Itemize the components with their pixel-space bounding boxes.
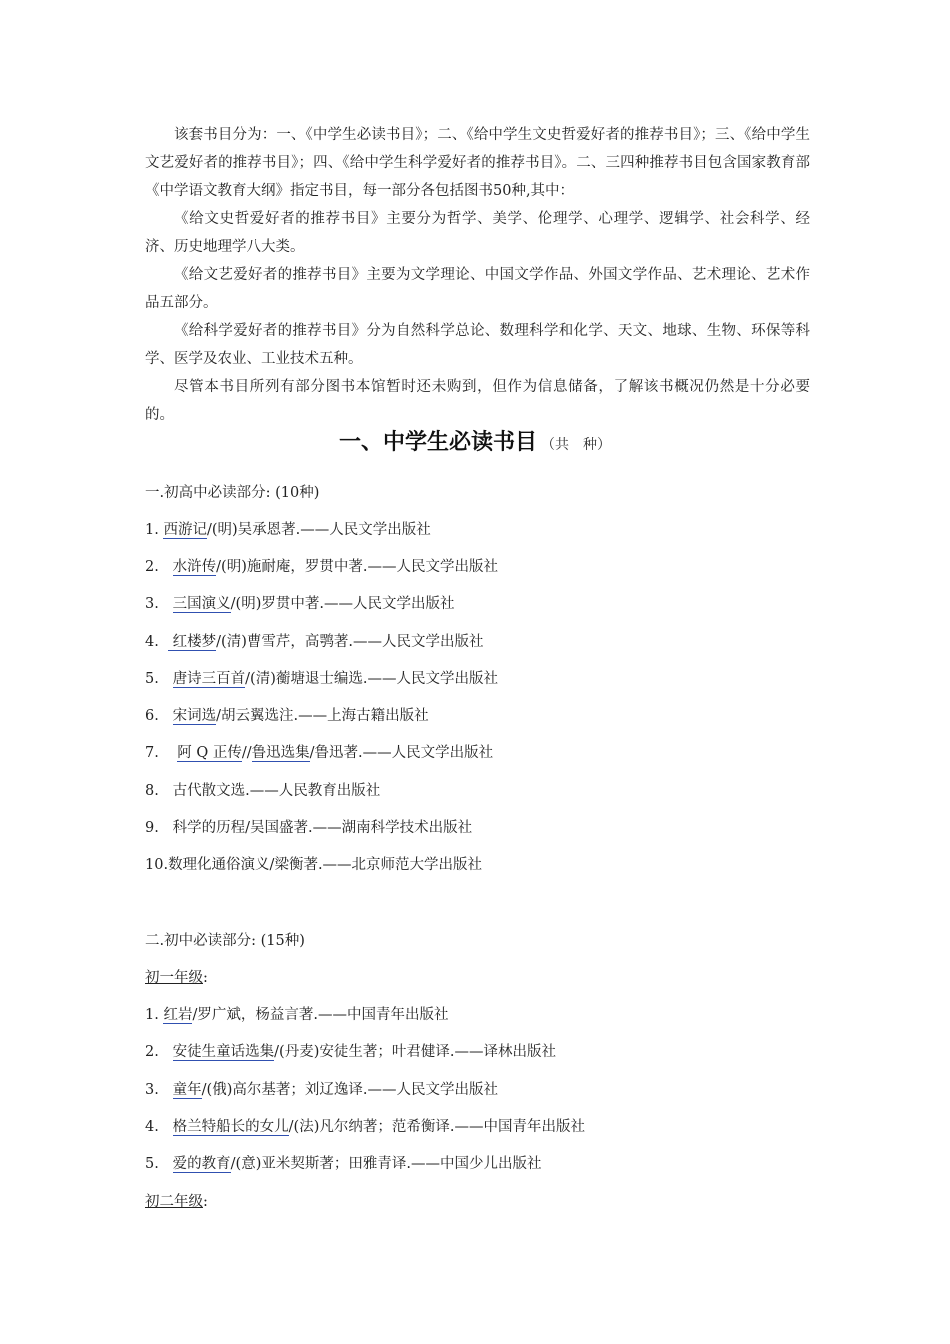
item-number: 4. [145, 1119, 173, 1135]
item-number: 10. [145, 857, 169, 873]
book-link-andersen[interactable]: 安徒生童话选集 [172, 1044, 275, 1060]
item-number: 1. [145, 522, 164, 538]
list-item [145, 818, 825, 838]
grade-colon: : [203, 1194, 208, 1210]
list-item [145, 594, 825, 614]
section-count: （共 种） [541, 437, 611, 453]
book-link-tangshi[interactable]: 唐诗三百首 [172, 671, 246, 687]
section-title [0, 425, 950, 456]
list-item [145, 520, 825, 540]
intro-paragraph-3: 《给文艺爱好者的推荐书目》主要为文学理论、中国文学作品、外国文学作品、艺术理论、艺术作品五部分。 [145, 267, 810, 311]
item-number: 9. [145, 820, 173, 836]
item-number: 1. [145, 1007, 164, 1023]
item-number: 5. [145, 1156, 173, 1172]
part1-heading: 一.初高中必读部分: (10种) [145, 485, 320, 501]
list-item [145, 557, 825, 577]
item-details: /(清)蘅塘退士编选.——人民文学出版社 [245, 671, 498, 687]
item-details: /(清)曹雪芹，高鹗著.——人民文学出版社 [216, 634, 484, 650]
item-number: 3. [145, 596, 173, 612]
book-link-hongyan[interactable]: 红岩 [163, 1007, 193, 1023]
list-item [145, 706, 825, 726]
book-link-luxunxuanji[interactable]: 鲁迅选集 [251, 745, 310, 761]
grade-heading-2 [145, 1192, 825, 1212]
item-number: 8. [145, 783, 173, 799]
item-details: /(意)亚米契斯著；田雅青译.——中国少儿出版社 [230, 1156, 542, 1172]
book-link-songcixuan[interactable]: 宋词选 [172, 708, 217, 724]
item-details: /鲁迅著.——人民文学出版社 [309, 745, 494, 761]
intro-paragraph-1: 该套书目分为：一、《中学生必读书目》；二、《给中学生文史哲爱好者的推荐书目》；三、《给中学生文艺爱好者的推荐书目》；四、《给中学生科学爱好者的推荐书目》。二、三四种推荐书目包含国家教育部《中学语文教育大纲》指定书目，每一部分各包括图书50种,其中： [145, 127, 810, 199]
item-details: /(俄)高尔基著；刘辽逸译.——人民文学出版社 [201, 1082, 498, 1098]
list-item [145, 669, 825, 689]
item-details: /胡云翼选注.——上海古籍出版社 [216, 708, 429, 724]
book-link-aidejiaoyu[interactable]: 爱的教育 [172, 1156, 231, 1172]
item-details: /(丹麦)安徒生著；叶君健译.——译林出版社 [274, 1044, 556, 1060]
item-details: /(明)施耐庵，罗贯中著.——人民文学出版社 [216, 559, 498, 575]
list-item [145, 632, 825, 652]
list-item [145, 781, 825, 801]
book-link-sanguoyanyi[interactable]: 三国演义 [172, 596, 231, 612]
grade-label: 初二年级 [145, 1194, 203, 1210]
list-item [145, 1080, 825, 1100]
item-number: 4. [145, 634, 169, 650]
item-details: /(明)吴承恩著.——人民文学出版社 [206, 522, 431, 538]
intro-paragraph-5: 尽管本书目所列有部分图书本馆暂时还未购到，但作为信息储备，了解该书概况仍然是十分必要的。 [145, 379, 810, 423]
book-link-xiyouji[interactable]: 西游记 [163, 522, 207, 538]
item-separator: // [241, 745, 252, 761]
item-number: 5. [145, 671, 173, 687]
item-details: 古代散文选.——人民教育出版社 [172, 783, 381, 799]
intro-paragraph-4: 《给科学爱好者的推荐书目》分为自然科学总论、数理科学和化学、天文、地球、生物、环保等科学、医学及农业、工业技术五种。 [145, 323, 810, 367]
section-title-text: 一、中学生必读书目 [338, 430, 537, 455]
list-item [145, 1154, 825, 1174]
item-details: /(明)罗贯中著.——人民文学出版社 [230, 596, 455, 612]
item-number: 3. [145, 1082, 173, 1098]
book-link-aqzhengzhuan[interactable]: 阿 Q 正传 [177, 745, 242, 761]
intro-paragraph-2: 《给文史哲爱好者的推荐书目》主要分为哲学、美学、伦理学、心理学、逻辑学、社会科学、经济、历史地理学八大类。 [145, 211, 810, 255]
list-item [145, 1005, 825, 1025]
book-link-shuihuzhuan[interactable]: 水浒传 [172, 559, 217, 575]
item-details: /罗广斌，杨益言著.——中国青年出版社 [192, 1007, 449, 1023]
list-item [145, 1117, 825, 1137]
item-details: /(法)凡尔纳著；范希衡译.——中国青年出版社 [288, 1119, 585, 1135]
item-number: 2. [145, 1044, 173, 1060]
part2-heading: 二.初中必读部分: (15种) [145, 933, 305, 949]
list-item [145, 855, 825, 875]
grade-label: 初一年级 [145, 970, 203, 986]
item-number: 7. [145, 745, 178, 761]
grade-heading-1 [145, 968, 825, 988]
item-number: 6. [145, 708, 173, 724]
book-link-hongloumeng[interactable]: 红楼梦 [168, 634, 217, 650]
book-link-tongnian[interactable]: 童年 [172, 1082, 202, 1098]
item-number: 2. [145, 559, 173, 575]
list-item [145, 743, 825, 763]
item-details: 科学的历程/吴国盛著.——湖南科学技术出版社 [172, 820, 473, 836]
item-details: 数理化通俗演义/梁衡著.——北京师范大学出版社 [168, 857, 483, 873]
grade-colon: : [203, 970, 208, 986]
book-link-grant[interactable]: 格兰特船长的女儿 [172, 1119, 289, 1135]
list-item [145, 1042, 825, 1062]
